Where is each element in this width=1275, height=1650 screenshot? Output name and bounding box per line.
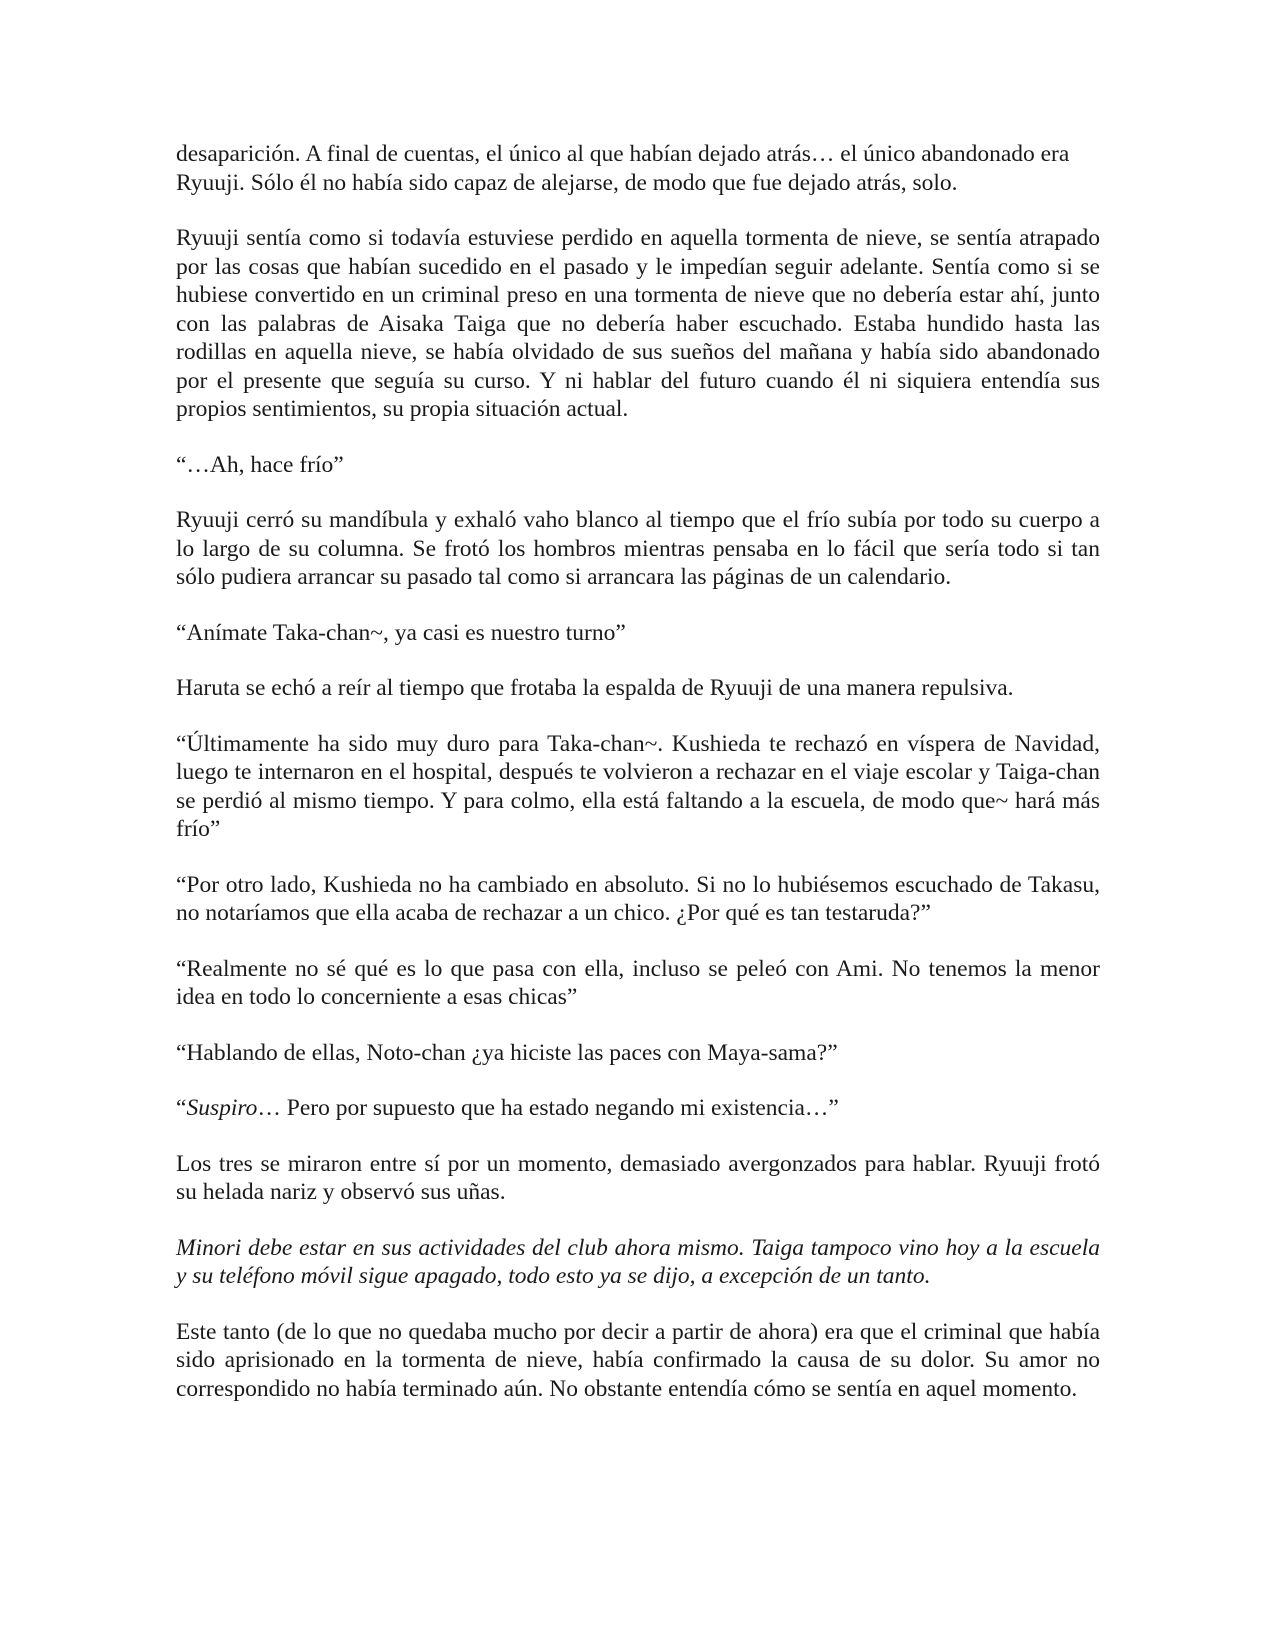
- dialogue-rest: … Pero por supuesto que ha estado negando mi existencia…”: [257, 1095, 839, 1121]
- paragraph-13-thought: Minori debe estar en sus actividades del club ahora mismo. Taiga tampoco vino hoy a la escuela y su teléfono móvil sigue apagado, todo esto ya se dijo, a excepción de un tanto.: [176, 1234, 1100, 1289]
- paragraph-2: Ryuuji sentía como si todavía estuviese perdido en aquella tormenta de nieve, se sentía atrapado por las cosas que habían sucedido en el pasado y le impedían seguir adelante. Sentía como si se hubiese convertido en un criminal preso en una tormenta de nieve que no debería estar ahí, junto con las palabras de Aisaka Taiga que no debería haber escuchado. Estaba hundido hasta las rodillas en aquella nieve, se había olvidado de sus sueños del mañana y había sido abandonado por el presente que seguía su curso. Y ni hablar del futuro cuando él ni siquiera entendía sus propios sentimientos, su propia situación actual.: [176, 225, 1100, 422]
- paragraph-5-dialogue: “Anímate Taka-chan~, ya casi es nuestro turno”: [176, 619, 626, 646]
- paragraph-4: Ryuuji cerró su mandíbula y exhaló vaho blanco al tiempo que el frío subía por todo su cuerpo a lo largo de su columna. Se frotó los hombros mientras pensaba en lo fácil que sería todo si tan sólo pudiera arrancar su pasado tal como si arrancara las páginas de un calendario.: [176, 507, 1100, 590]
- italic-word: Suspiro: [186, 1095, 258, 1121]
- paragraph-3-dialogue: “…Ah, hace frío”: [176, 451, 344, 478]
- paragraph-6: Haruta se echó a reír al tiempo que frotaba la espalda de Ryuuji de una manera repulsiva.: [176, 675, 1014, 701]
- paragraph-10-dialogue: “Hablando de ellas, Noto-chan ¿ya hiciste las paces con Maya-sama?”: [176, 1039, 838, 1066]
- document-page: [176, 140, 1100, 1430]
- paragraph-9-dialogue: “Realmente no sé qué es lo que pasa con ella, incluso se peleó con Ami. No tenemos la menor idea en todo lo concerniente a esas chicas”: [176, 955, 1100, 1010]
- paragraph-1: desaparición. A final de cuentas, el único al que habían dejado atrás… el único abandonado era Ryuuji. Sólo él no había sido capaz de alejarse, de modo que fue dejado atrás, solo.: [176, 141, 1070, 196]
- open-quote: “: [176, 1095, 187, 1121]
- paragraph-7-dialogue: “Últimamente ha sido muy duro para Taka-chan~. Kushieda te rechazó en víspera de Navidad, luego te internaron en el hospital, después te volvieron a rechazar en el viaje escolar y Taiga-chan se perdió al mismo tiempo. Y para colmo, ella está faltando a la escuela, de modo que~ hará más frío”: [176, 730, 1100, 842]
- paragraph-12: Los tres se miraron entre sí por un momento, demasiado avergonzados para hablar. Ryuuji frotó su helada nariz y observó sus uñas.: [176, 1150, 1100, 1205]
- paragraph-8-dialogue: “Por otro lado, Kushieda no ha cambiado en absoluto. Si no lo hubiésemos escuchado de Takasu, no notaríamos que ella acaba de rechazar a un chico. ¿Por qué es tan testaruda?”: [176, 871, 1100, 926]
- paragraph-11-dialogue: [176, 1094, 1100, 1123]
- paragraph-14: Este tanto (de lo que no quedaba mucho por decir a partir de ahora) era que el criminal que había sido aprisionado en la tormenta de nieve, había confirmado la causa de su dolor. Su amor no correspondido no había terminado aún. No obstante entendía cómo se sentía en aquel momento.: [176, 1318, 1100, 1402]
